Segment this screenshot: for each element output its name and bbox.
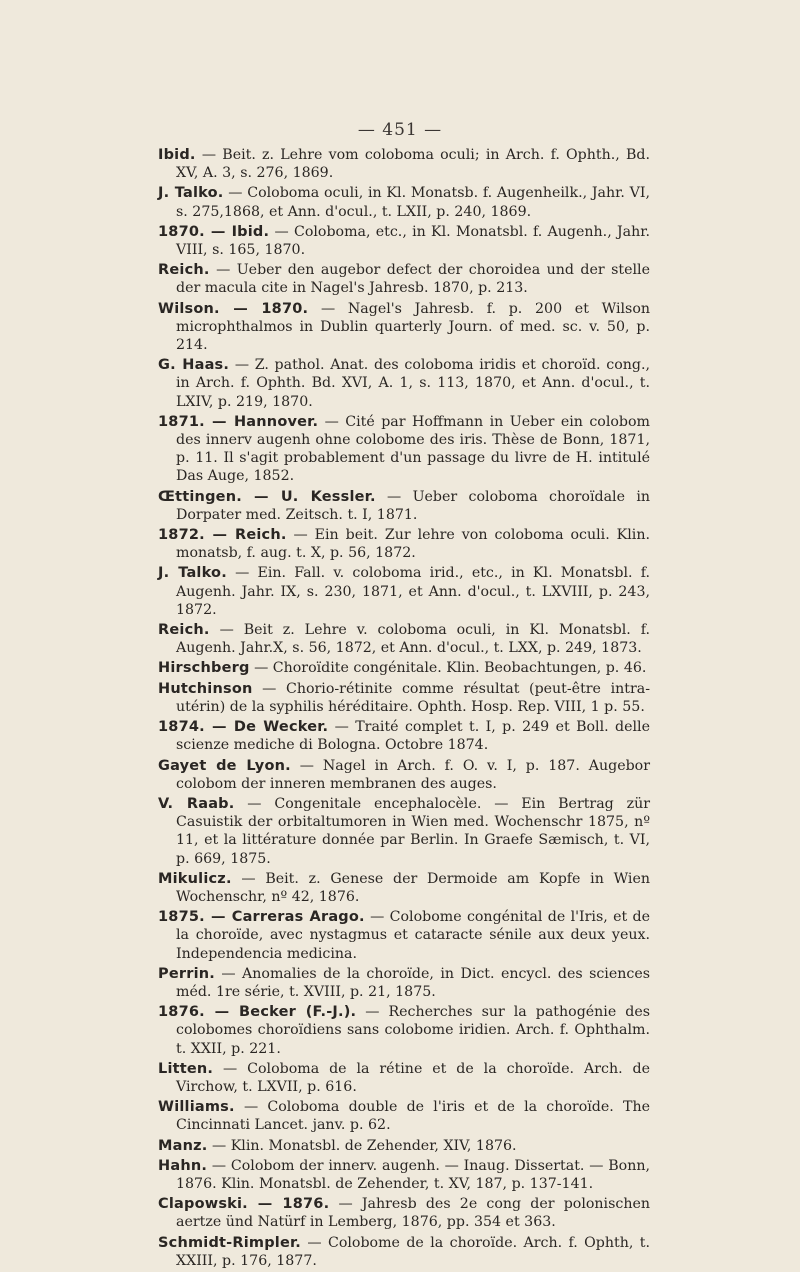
entry-citation: — Jahresb des 2e cong der polonischen aertze ünd Natürf in Lemberg, 1876, pp. 354 et 363. (176, 1196, 650, 1231)
bibliography-entry (158, 1234, 650, 1270)
bibliography-entry (158, 965, 650, 1001)
entry-citation: — Klin. Monatsbl. de Zehender, XIV, 1876. (207, 1137, 517, 1154)
entry-citation: — Anomalies de la choroïde, in Dict. encycl. des sciences méd. 1re série, t. XVIII, p. 21, 1875. (176, 965, 650, 1000)
entry-author: 1870. — Ibid. (158, 223, 270, 240)
entry-citation: — Coloboma, etc., in Kl. Monatsbl. f. Augenh., Jahr. VIII, s. 165, 1870. (176, 223, 650, 259)
entry-author: 1876. — Becker (F.-J.). (158, 1004, 357, 1021)
entry-citation: — Ein beit. Zur lehre von coloboma oculi. Klin. monatsb, f. aug. t. X, p. 56, 1872. (176, 527, 650, 562)
entry-author: 1874. — De Wecker. (158, 719, 329, 736)
bibliography-entry (158, 1060, 650, 1096)
bibliography-entry (158, 659, 650, 677)
entry-citation: — Congenitale encephalocèle. — Ein Bertrag zür Casuistik der orbitaltumoren in Wien med. Wochenschr 1875, nº 11, et la littérature donnée par Berlin. In Graefe Sæmisch, t. VI, p. 669, 1875. (176, 795, 650, 867)
entry-citation: — Ueber den augebor defect der choroidea und der stelle der macula cite in Nagel's Jahresb. 1870, p. 213. (176, 262, 650, 297)
entry-author: Manz. (158, 1137, 208, 1154)
entry-citation: — Colobome congénital de l'Iris, et de la choroïde, avec nystagmus et cataracte sénile aux deux yeux. Independencia medicina. (176, 909, 651, 962)
entry-author: J. Talko. (158, 185, 224, 202)
entry-author: Litten. (158, 1060, 214, 1077)
entry-citation: — Z. pathol. Anat. des coloboma iridis et choroïd. cong., in Arch. f. Ophth. Bd. XVI, A. 1, s. 113, 1870, et Ann. d'ocul., t. LXIV, p. 219, 1870. (176, 357, 650, 410)
entry-author: Williams. (158, 1099, 235, 1116)
entry-author: J. Talko. (158, 565, 227, 582)
entry-author: Mikulicz. (158, 870, 232, 887)
entry-author: V. Raab. (158, 795, 235, 812)
entry-author: Hahn. (158, 1157, 208, 1174)
bibliography-entry (158, 680, 650, 716)
entry-author: Reich. (158, 622, 210, 639)
entry-author: G. Haas. (158, 357, 230, 374)
bibliography-entry (158, 1157, 650, 1193)
bibliography-entry (158, 488, 650, 524)
entry-author: 1875. — Carreras Arago. (158, 909, 365, 926)
bibliography-entry (158, 621, 650, 657)
entry-citation: — Nagel's Jahresb. f. p. 200 et Wilson microphthalmos in Dublin quarterly Journ. of med. sc. v. 50, p. 214. (176, 300, 650, 354)
entry-author: Clapowski. — 1876. (158, 1196, 330, 1213)
entry-citation: — Traité complet t. I, p. 249 et Boll. delle scienze mediche di Bologna. Octobre 1874. (176, 719, 650, 754)
bibliography-entry (158, 300, 650, 355)
bibliography-entry (158, 908, 650, 963)
bibliography-entry (158, 1137, 650, 1155)
entry-author: Hutchinson (158, 680, 253, 697)
bibliography-entry (158, 870, 650, 906)
entry-author: Ibid. (158, 147, 196, 163)
entry-author: 1872. — Reich. (158, 527, 287, 544)
bibliography-entry (158, 146, 650, 182)
bibliography-entry (158, 223, 650, 259)
bibliography-entry (158, 526, 650, 562)
page-number: — 451 — (357, 120, 443, 140)
bibliography-entry (158, 1098, 650, 1134)
entry-author: Schmidt-Rimpler. (158, 1234, 301, 1251)
entry-author: Perrin. (158, 965, 215, 982)
entry-author: Hirschberg (158, 660, 250, 677)
bibliography-entry (158, 795, 650, 868)
entry-citation: — Ein. Fall. v. coloboma irid., etc., in Kl. Monatsbl. f. Augenh. Jahr. IX, s. 230, 1871, et Ann. d'ocul., t. LXVIII, p. 243, 1872. (176, 565, 650, 618)
entry-citation: — Coloboma oculi, in Kl. Monatsb. f. Augenheilk., Jahr. VI, s. 275,1868, et Ann. d'ocul., t. LXII, p. 240, 1869. (176, 185, 650, 220)
entry-citation: — Chorio-rétinite comme résultat (peut-être intra-utérin) de la syphilis héréditaire. Ophth. Hosp. Rep. VIII, 1 p. 55. (176, 680, 650, 715)
entry-citation: — Choroïdite congénitale. Klin. Beobachtungen, p. 46. (249, 660, 647, 677)
entry-author: 1871. — Hannover. (158, 413, 319, 430)
entry-citation: — Beit. z. Genese der Dermoide am Kopfe in Wien Wochenschr, nº 42, 1876. (176, 870, 650, 905)
entry-author: Reich. (158, 262, 210, 279)
bibliography-entry (158, 184, 650, 220)
bibliography-entry (158, 564, 650, 619)
entry-citation: — Colobome de la choroïde. Arch. f. Ophth, t. XXIII, p. 176, 1877. (176, 1234, 650, 1269)
entry-citation: — Recherches sur la pathogénie des colobomes choroïdiens sans colobome iridien. Arch. f. Ophthalm. t. XXII, p. 221. (176, 1004, 650, 1057)
entry-citation: — Ueber coloboma choroïdale in Dorpater med. Zeitsch. t. I, 1871. (176, 488, 650, 523)
bibliography-list (158, 146, 650, 1272)
entry-citation: — Coloboma de la rétine et de la choroïde. Arch. de Virchow, t. LXVII, p. 616. (176, 1060, 650, 1095)
bibliography-entry (158, 356, 650, 411)
entry-author: Gayet de Lyon. (158, 757, 291, 774)
bibliography-entry (158, 1003, 650, 1058)
entry-citation: — Beit z. Lehre v. coloboma oculi, in Kl. Monatsbl. f. Augenh. Jahr.X, s. 56, 1872, et Ann. d'ocul., t. LXX, p. 249, 1873. (176, 622, 650, 657)
entry-citation: — Cité par Hoffmann in Ueber ein colobom des innerv augenh ohne colobome des iris. Thèse de Bonn, 1871, p. 11. Il s'agit probablement d'un passage du livre de H. intitulé Das Auge, 1852. (176, 413, 650, 485)
entry-author: Œttingen. — U. Kessler. (158, 488, 376, 505)
bibliography-entry (158, 757, 650, 793)
entry-citation: — Colobom der innerv. augenh. — Inaug. Dissertat. — Bonn, 1876. Klin. Monatsbl. de Zehender, t. XV, 187, p. 137-141. (176, 1157, 650, 1192)
entry-citation: — Beit. z. Lehre vom coloboma oculi; in Arch. f. Ophth., Bd. XV, A. 3, s. 276, 1869. (176, 147, 650, 182)
bibliography-entry (158, 1195, 650, 1231)
entry-citation: — Coloboma double de l'iris et de la choroïde. The Cincinnati Lancet. janv. p. 62. (176, 1099, 650, 1134)
entry-citation: — Nagel in Arch. f. O. v. I, p. 187. Augebor colobom der inneren membranen des auges. (176, 757, 650, 792)
entry-author: Wilson. — 1870. (158, 300, 309, 317)
bibliography-entry (158, 413, 650, 486)
bibliography-entry (158, 718, 650, 754)
bibliography-entry (158, 261, 650, 297)
